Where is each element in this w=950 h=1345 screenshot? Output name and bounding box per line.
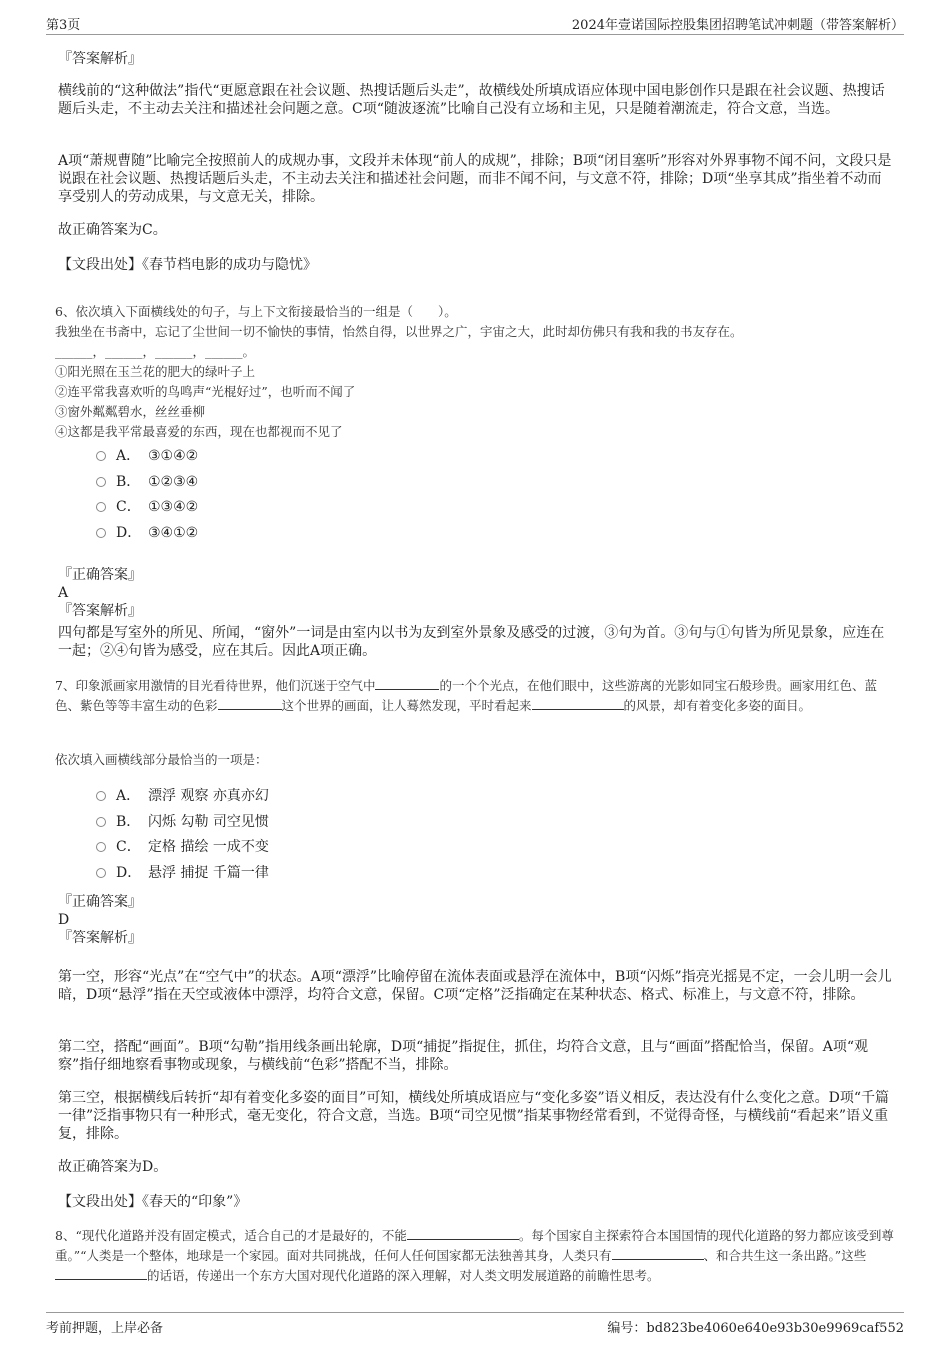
q6-option-d[interactable]: D． ③④①② (96, 523, 198, 543)
q8-question (55, 1226, 900, 1286)
page-header (46, 14, 904, 35)
q7-correct-label: 『正确答案』 (58, 894, 142, 910)
q7-analysis-p2: 第二空，搭配“画面”。B项“勾勒”指用线条画出轮廓，D项“捕捉”指捉住，抓住，均符合文意，且与“画面”搭配恰当，保留。A项“观察”指仔细地察看事物或现象，与横线前“色彩”搭配不当，排除。 (58, 1039, 869, 1073)
q6-text: 我独坐在书斋中，忘记了尘世间一切不愉快的事情，怡然自得，以世界之广，宇宙之大，此时却仿佛只有我和我的书友存在。 (55, 324, 743, 339)
q8-blank-3 (55, 1267, 147, 1280)
q6-sentence-3: ③窗外粼粼碧水，丝丝垂柳 (55, 404, 206, 419)
q6-stem: 6、依次填入下面横线处的句子，与上下文衔接最恰当的一组是（ ）。 (55, 304, 457, 319)
q8-blank-1 (407, 1227, 519, 1240)
q7-answer-block (58, 893, 142, 947)
q7-conclusion: 故正确答案为D。 (58, 1159, 168, 1175)
q7-question (55, 676, 900, 716)
q5-analysis-p1: 横线前的“这种做法”指代“更愿意跟在社会议题、热搜话题后头走”，故横线处所填成语应体现中国电影创作只是跟在社会议题、热搜话题后头走，不主动去关注和描述社会问题之意。C项“随波逐流”比喻自己没有立场和主见，只是随着潮流走，符合文意，当选。 (58, 83, 885, 117)
q7-prompt: 依次填入画横线部分最恰当的一项是： (55, 752, 268, 767)
q7-analysis-label: 『答案解析』 (58, 930, 142, 946)
radio-icon[interactable] (96, 502, 106, 512)
q5-analysis-p2: A项“萧规曹随”比喻完全按照前人的成规办事，文段并未体现“前人的成规”，排除；B项“闭目塞听”形容对外界事物不闻不问，文段只是说跟在社会议题、热搜话题后头走，不主动去关注和描述社会问题，而非不闻不问，与文意不符，排除；D项“坐享其成”指坐着不动而享受别人的劳动成果，与文意无关，排除。 (58, 153, 892, 205)
radio-icon[interactable] (96, 868, 106, 878)
q6-sentence-1: ①阳光照在玉兰花的肥大的绿叶子上 (55, 364, 256, 379)
q5-analysis-label-block (58, 50, 894, 68)
q7-option-c[interactable]: C． 定格 描绘 一成不变 (96, 837, 269, 857)
q6-sentence-2: ②连平常我喜欢听的鸟鸣声“光棍好过”，也听而不闻了 (55, 384, 356, 399)
radio-icon[interactable] (96, 528, 106, 538)
radio-icon[interactable] (96, 477, 106, 487)
q6-analysis-label: 『答案解析』 (58, 603, 142, 619)
q6-sentence-4: ④这都是我平常最喜爱的东西，现在也都视而不见了 (55, 424, 343, 439)
q5-analysis-label: 『答案解析』 (58, 51, 142, 67)
q7-source: 【文段出处】《春天的“印象”》 (58, 1194, 248, 1210)
radio-icon[interactable] (96, 817, 106, 827)
q7-blank-1 (375, 677, 439, 690)
q5-source: 【文段出处】《春节档电影的成功与隐忧》 (58, 257, 317, 273)
q6-question (55, 302, 900, 442)
radio-icon[interactable] (96, 451, 106, 461)
q8-stem: 8、“现代化道路并没有固定模式，适合自己的才是最好的，不能 。每个国家自主探索符合本国国情的现代化道路的努力都应该受到尊重。”“人类是一个整体，地球是一个家园。面对共同挑战，任何人任何国家都无法独善其身，人类只有 、和合共生这一条出路。”这些的话语，传递出一个东方大国对现代化道路的深入理解，对人类文明发展道路的前瞻性思考。 (55, 1228, 894, 1283)
q5-conclusion: 故正确答案为C。 (58, 222, 167, 238)
q7-correct-answer: D (58, 912, 70, 928)
radio-icon[interactable] (96, 791, 106, 801)
footer-slogan: 考前押题，上岸必备 (46, 1321, 164, 1336)
q7-analysis-p3: 第三空，根据横线后转折“却有着变化多姿的面目”可知，横线处所填成语应与“变化多姿”语义相反，表达没有什么变化之意。D项“千篇一律”泛指事物只有一种形式，毫无变化，符合文意，当选。B项“司空见惯”指某事物经常看到，不觉得奇怪，与横线前“看起来”语义重复，排除。 (58, 1090, 890, 1142)
radio-icon[interactable] (96, 842, 106, 852)
document-title: 2024年壹诺国际控股集团招聘笔试冲刺题（带答案解析） (571, 18, 904, 33)
q6-option-a[interactable]: A． ③①④② (96, 446, 198, 466)
q7-stem: 7、印象派画家用激情的目光看待世界，他们沉迷于空气中 的一个个光点，在他们眼中，这些游离的光影如同宝石般珍贵。画家用红色、蓝色、紫色等等丰富生动的色彩 这个世界的画面，让人蓦然发现，平时看起来 的风景，却有着变化多姿的面目。 (55, 678, 877, 713)
q6-answer-block (58, 566, 142, 620)
q7-blank-2 (218, 697, 282, 710)
q7-option-d[interactable]: D． 悬浮 捕捉 千篇一律 (96, 863, 269, 883)
q7-option-b[interactable]: B． 闪烁 勾勒 司空见惯 (96, 812, 269, 832)
q6-option-b[interactable]: B． ①②③④ (96, 472, 198, 492)
q7-blank-3 (532, 697, 624, 710)
page-number: 第3页 (46, 18, 81, 33)
q7-option-a[interactable]: A． 漂浮 观察 亦真亦幻 (96, 786, 269, 806)
q6-correct-label: 『正确答案』 (58, 567, 142, 583)
q6-option-c[interactable]: C． ①③④② (96, 497, 198, 517)
q7-analysis-p1: 第一空，形容“光点”在“空气中”的状态。A项“漂浮”比喻停留在流体表面或悬浮在流体中，B项“闪烁”指亮光摇晃不定，一会儿明一会儿暗，D项“悬浮”指在天空或液体中漂浮，均符合文意，保留。C项“定格”泛指确定在某种状态、格式、标准上，与文意不符，排除。 (58, 969, 892, 1003)
q6-analysis: 四句都是写室外的所见、所闻，“窗外”一词是由室内以书为友到室外景象及感受的过渡，③句为首。③句与①句皆为所见景象，应连在一起；②④句皆为感受，应在其后。因此A项正确。 (58, 625, 885, 659)
page-footer (46, 1312, 904, 1339)
document-code: 编号：bd823be4060e640e93b30e9969caf552 (607, 1321, 904, 1336)
q6-correct-answer: A (58, 585, 69, 601)
q6-blanks: ______，______，______，______。 (55, 344, 256, 359)
q8-blank-2 (612, 1247, 704, 1260)
